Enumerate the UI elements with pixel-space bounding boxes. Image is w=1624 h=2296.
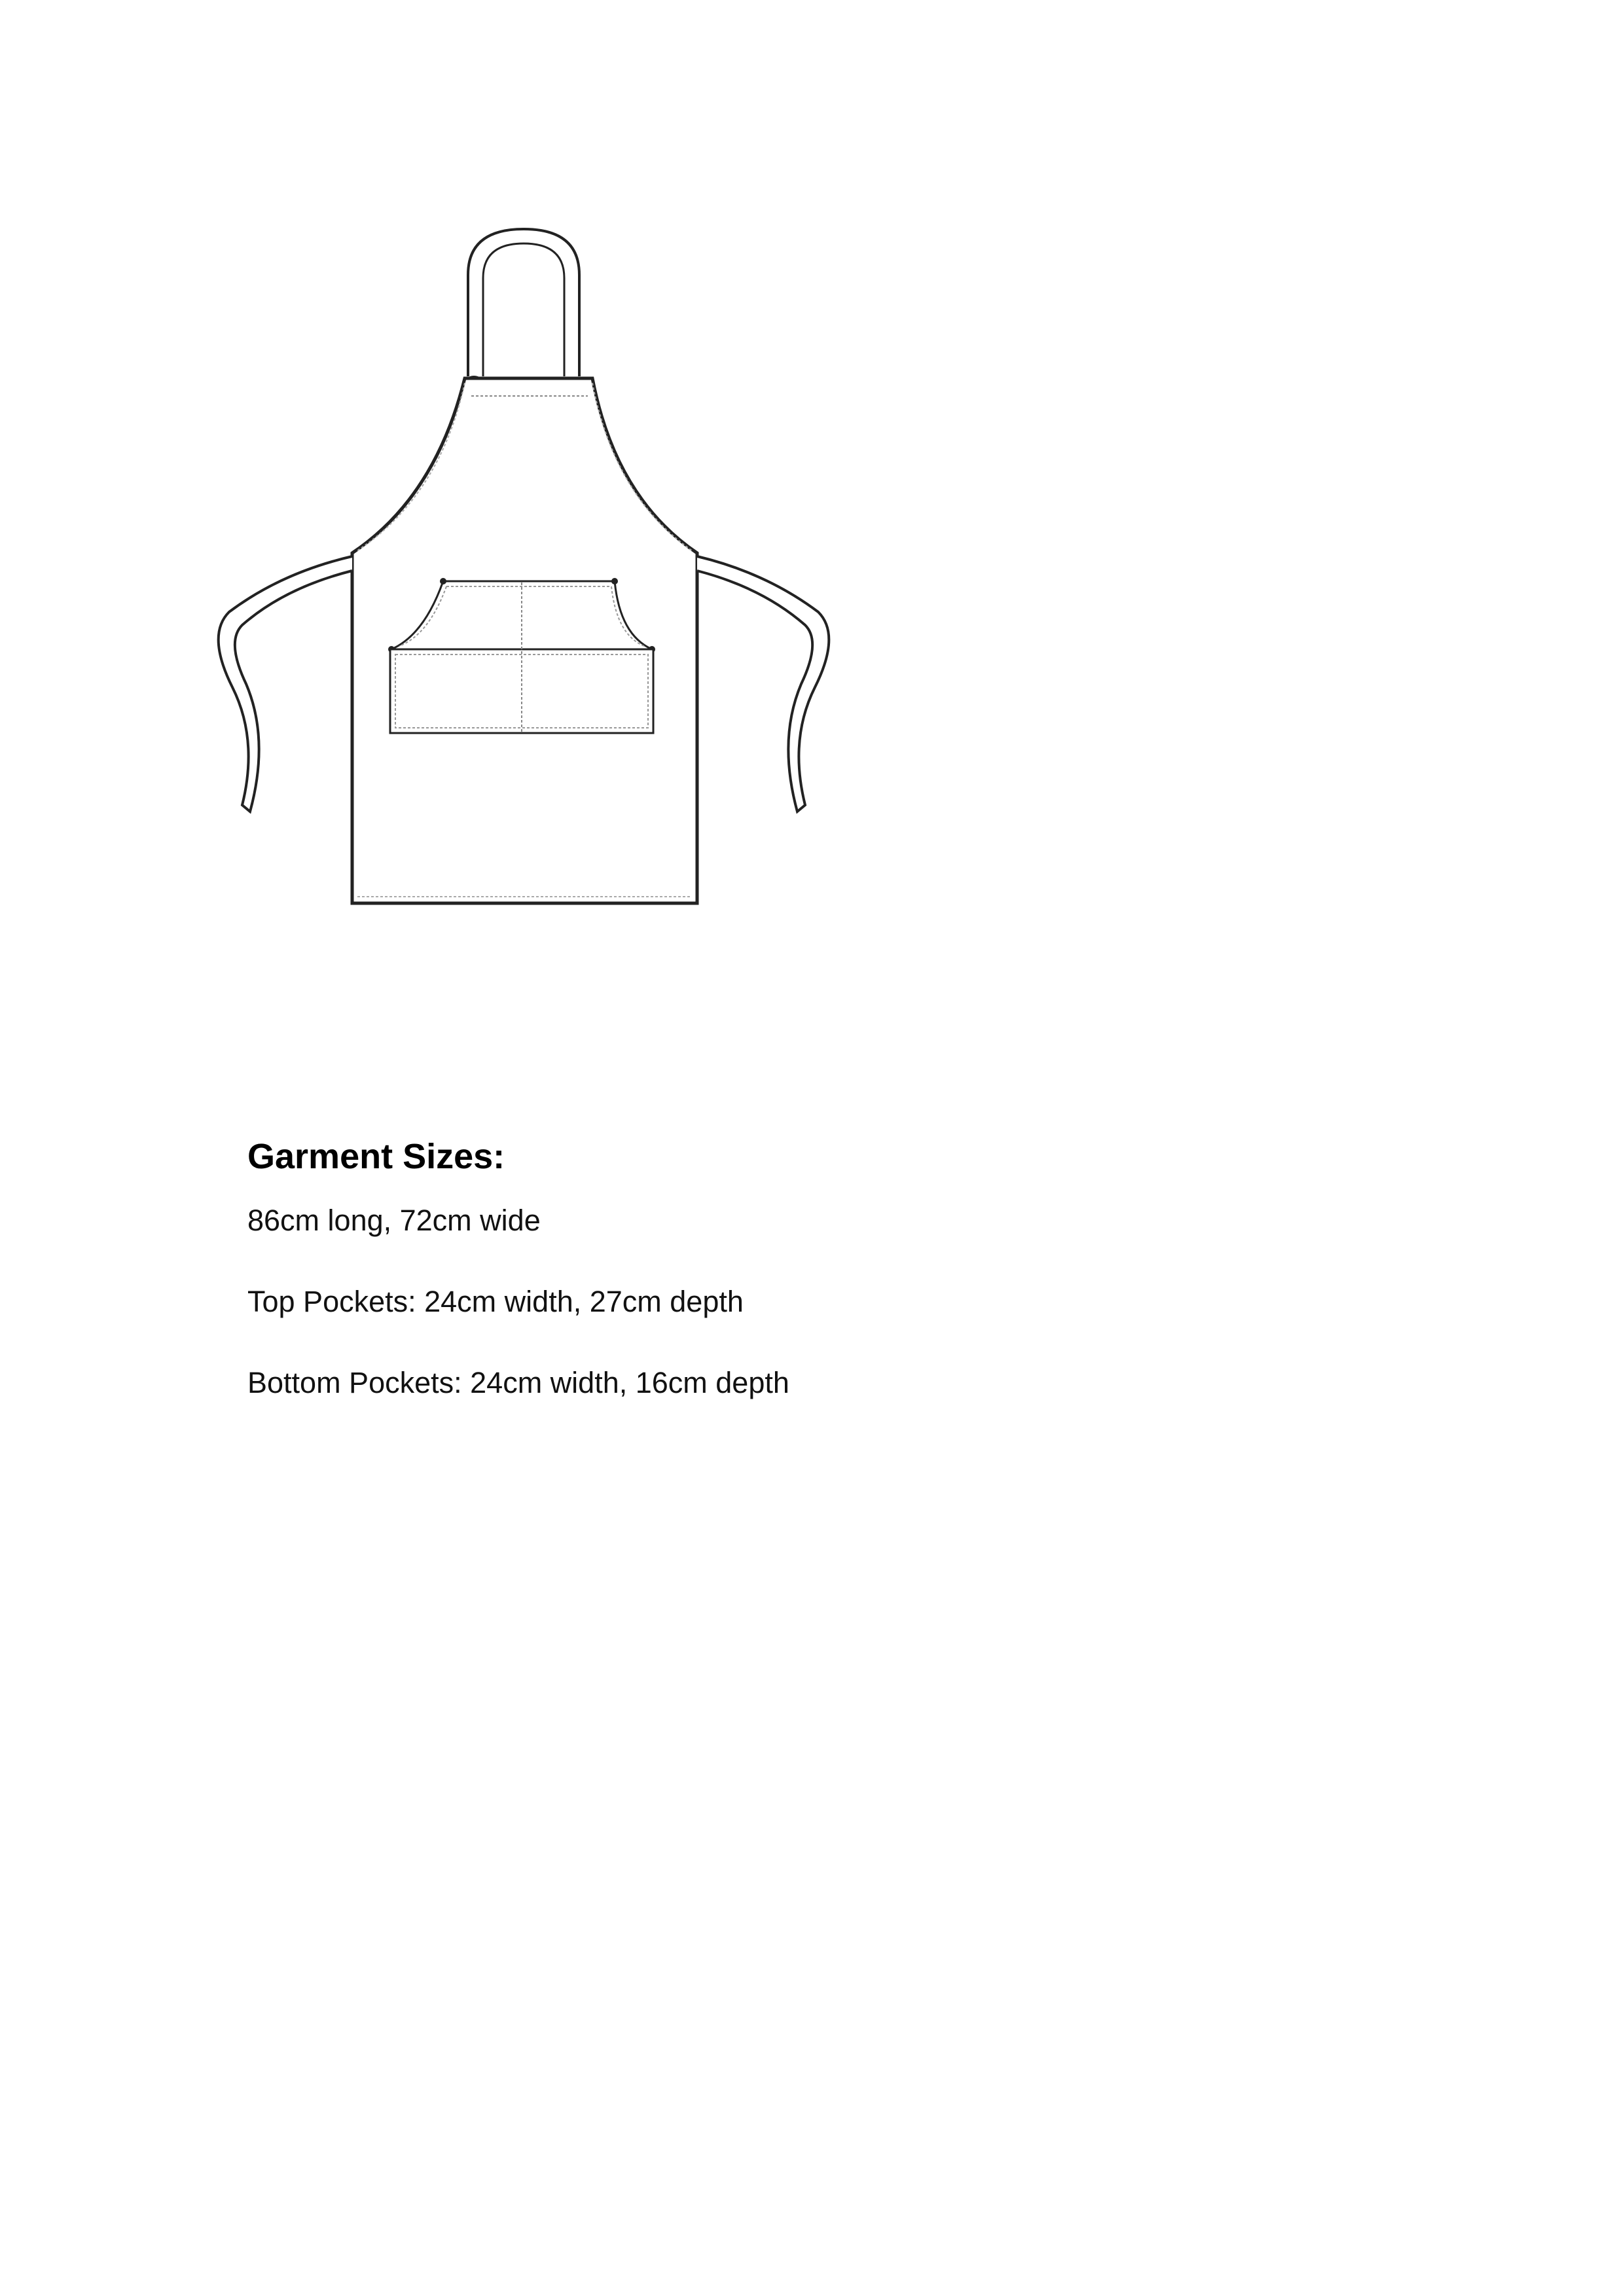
overall-dimensions: 86cm long, 72cm wide xyxy=(247,1203,541,1237)
left-waist-tie xyxy=(219,556,352,812)
neck-strap-inner xyxy=(483,243,564,376)
garment-sizes-section xyxy=(247,1136,1229,1446)
bottom-pockets-dimensions: Bottom Pockets: 24cm width, 16cm depth xyxy=(247,1365,789,1399)
apron-line-drawing-icon xyxy=(209,216,851,929)
neck-strap xyxy=(468,229,579,376)
garment-sizes-heading: Garment Sizes: xyxy=(247,1137,505,1176)
right-waist-tie xyxy=(697,556,829,812)
top-pockets-dimensions: Top Pockets: 24cm width, 27cm depth xyxy=(247,1284,744,1318)
apron-illustration xyxy=(209,216,851,929)
